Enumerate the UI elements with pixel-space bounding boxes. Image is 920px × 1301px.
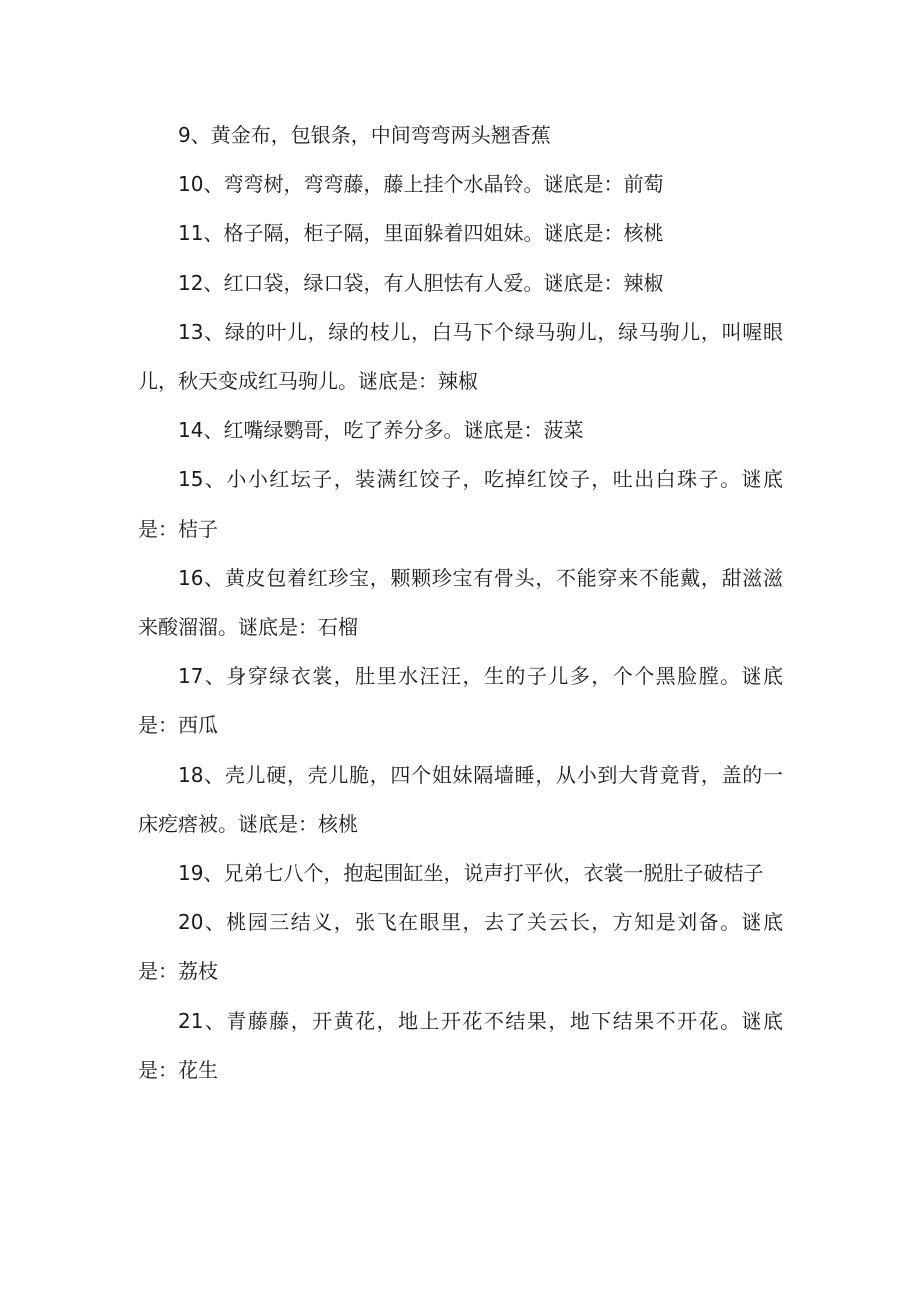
riddle-item-11: 11、格子隔，柜子隔，里面躲着四姐妹。谜底是：核桃	[178, 221, 664, 246]
riddle-item-18: 18、壳儿硬，壳儿脆，四个姐妹隔墙睡，从小到大背竟背，盖的一床疙瘩被。谜底是：核桃	[138, 762, 783, 836]
riddle-item-10: 10、弯弯树，弯弯藤，藤上挂个水晶铃。谜底是：前萄	[178, 172, 664, 197]
riddle-item-13: 13、绿的叶儿，绿的枝儿，白马下个绿马驹儿，绿马驹儿，叫喔眼儿，秋天变成红马驹儿。谜底是：辣椒	[138, 319, 783, 394]
riddle-item-14: 14、红嘴绿鹦哥，吃了养分多。谜底是：菠菜	[178, 418, 584, 443]
riddle-item-15: 15、小小红坛子，装满红饺子，吃掉红饺子，吐出白珠子。谜底是：桔子	[138, 467, 783, 541]
riddle-item-9: 9、黄金布，包银条，中间弯弯两头翘香蕉	[178, 123, 551, 147]
riddle-item-19: 19、兄弟七八个，抱起围缸坐，说声打平伙，衣裳一脱肚子破桔子	[178, 861, 764, 886]
riddle-item-12: 12、红口袋，绿口袋，有人胆怯有人爱。谜底是：辣椒	[178, 270, 664, 295]
riddle-list	[138, 111, 783, 1095]
riddle-item-21: 21、青藤藤，开黄花，地上开花不结果，地下结果不开花。谜底是：花生	[138, 1008, 783, 1082]
riddle-item-16: 16、黄皮包着红珍宝，颗颗珍宝有骨头，不能穿来不能戴，甜滋滋来酸溜溜。谜底是：石榴	[138, 565, 783, 640]
riddle-item-20: 20、桃园三结义，张飞在眼里，去了关云长，方知是刘备。谜底是：荔枝	[138, 910, 783, 984]
riddle-item-17: 17、身穿绿衣裳，肚里水汪汪，生的子儿多，个个黑脸膛。谜底是：西瓜	[138, 664, 783, 738]
